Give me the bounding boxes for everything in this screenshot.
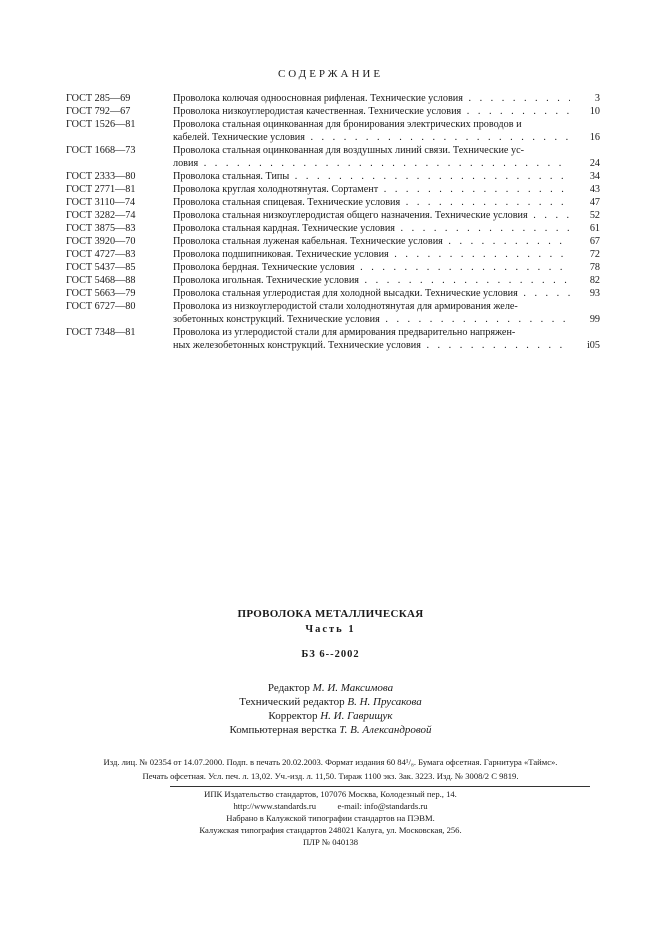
toc-row	[66, 274, 600, 287]
toc-row	[66, 235, 600, 248]
toc-entry-title	[173, 209, 570, 222]
toc-entry-line: Проволока круглая холоднотянутая. Сортамент . . .	[173, 183, 570, 196]
toc-page-number: 10	[589, 106, 600, 117]
toc-page-number: 72	[589, 249, 600, 260]
toc-entry-title	[173, 196, 570, 209]
publication-part: Часть 1	[305, 624, 356, 635]
toc-entry-line: Проволока стальная низкоуглеродистая общего назначения. Технические условия . . .	[173, 209, 570, 222]
toc-entry-line: Проволока игольная. Технические условия . . .	[173, 274, 570, 287]
credit-tech-editor: Технический редактор В. Н. Прусакова	[239, 696, 422, 708]
press-line-2: http://www.standards.ru e-mail: info@standards.ru	[233, 801, 428, 811]
toc-entry-line: Проволока стальная спицевая. Технические условия . . .	[173, 196, 570, 209]
toc-row	[66, 300, 600, 326]
credit-corrector: Корректор Н. И. Гаврищук	[268, 710, 393, 722]
toc-gost-number: ГОСТ 4727—83	[66, 249, 136, 260]
toc-page-number: 67	[589, 236, 600, 247]
toc-page-number: i05	[586, 340, 600, 351]
toc-page-number: 3	[594, 93, 600, 104]
toc-page-number: 82	[589, 275, 600, 286]
toc-row	[66, 326, 600, 352]
press-line-5: ПЛР № 040138	[302, 837, 359, 847]
toc-gost-number: ГОСТ 5663—79	[66, 288, 136, 299]
press-block	[0, 788, 661, 848]
toc-row	[66, 196, 600, 209]
toc-page-number: 24	[589, 158, 600, 169]
toc-row	[66, 209, 600, 222]
toc-entry-line: ных железобетонных конструкций. Технические условия . . .	[173, 339, 570, 352]
toc-entry-title	[173, 300, 570, 326]
toc-gost-number: ГОСТ 7348—81	[66, 327, 136, 338]
toc-page-number: 52	[589, 210, 600, 221]
toc-entry-line: зобетонных конструкций. Технические условия . . .	[173, 313, 570, 326]
toc-entry-line: Проволока стальная кардная. Технические условия . . .	[173, 222, 570, 235]
toc-page-number: 99	[589, 314, 600, 325]
toc-entry-title	[173, 274, 570, 287]
toc-row	[66, 183, 600, 196]
toc-gost-number: ГОСТ 3875—83	[66, 223, 136, 234]
toc-gost-number: ГОСТ 2333—80	[66, 171, 136, 182]
toc-entry-line: Проволока стальная луженая кабельная. Технические условия . . .	[173, 235, 570, 248]
toc-gost-number: ГОСТ 2771—81	[66, 184, 136, 195]
imprint-block	[0, 755, 661, 783]
toc-gost-number: ГОСТ 792—67	[66, 106, 131, 117]
toc-entry-title	[173, 287, 570, 300]
toc-entry-line: Проволока подшипниковая. Технические условия . . .	[173, 248, 570, 261]
publication-bz: БЗ 6--2002	[301, 649, 360, 660]
toc-entry-line: Проволока колючая одноосновная рифленая. Технические условия . . .	[173, 92, 570, 105]
toc-entry-title	[173, 261, 570, 274]
toc-page-number: 47	[589, 197, 600, 208]
toc-entry-line: Проволока из низкоуглеродистой стали холоднотянутая для армирования желе-	[173, 301, 518, 312]
credit-layout: Компьютерная верстка Т. В. Александровой	[229, 724, 432, 736]
toc-gost-number: ГОСТ 1668—73	[66, 145, 136, 156]
toc-row	[66, 118, 600, 144]
toc-entry-line: Проволока бердная. Технические условия . . .	[173, 261, 570, 274]
toc-gost-number: ГОСТ 3920—70	[66, 236, 136, 247]
toc-entry-title	[173, 105, 570, 118]
toc-gost-number: ГОСТ 285—69	[66, 93, 131, 104]
toc-row	[66, 287, 600, 300]
toc-entry-line: Проволока стальная оцинкованная для воздушных линий связи. Технические ус-	[173, 145, 525, 156]
toc-page-number: 61	[589, 223, 600, 234]
toc-page-number: 78	[589, 262, 600, 273]
toc-page-number: 34	[589, 171, 600, 182]
credits-block	[0, 681, 661, 737]
toc-entry-title	[173, 235, 570, 248]
toc-entry-line: Проволока стальная оцинкованная для бронирования электрических проводов и	[173, 119, 522, 130]
toc-row	[66, 92, 600, 105]
toc-entry-title	[173, 170, 570, 183]
toc-entry-line: Проволока из углеродистой стали для армирования предварительно напряжен-	[173, 327, 516, 338]
publication-title: ПРОВОЛОКА МЕТАЛЛИЧЕСКАЯ	[237, 608, 424, 620]
toc-entry-title	[173, 222, 570, 235]
toc-row	[66, 261, 600, 274]
toc-row	[66, 105, 600, 118]
toc-entry-title	[173, 248, 570, 261]
imprint-line-2: Печать офсетная. Усл. печ. л. 13,02. Уч.-изд. л. 11,50. Тираж 1100 экз. Зак. 3223. Изд. № 3008/2 С 9819.	[142, 771, 519, 781]
toc-entry-title	[173, 326, 570, 352]
publication-block	[0, 608, 661, 660]
toc-page-number: 43	[589, 184, 600, 195]
toc-gost-number: ГОСТ 5437—85	[66, 262, 136, 273]
toc-page-number: 93	[589, 288, 600, 299]
table-of-contents	[66, 92, 600, 352]
divider-rule	[170, 786, 590, 787]
toc-gost-number: ГОСТ 3282—74	[66, 210, 136, 221]
toc-entry-title	[173, 183, 570, 196]
toc-entry-line: кабелей. Технические условия . . .	[173, 131, 570, 144]
imprint-line-1: Изд. лиц. № 02354 от 14.07.2000. Подп. в печать 20.02.2003. Формат издания 60 84¹/₈. Бумага офсетная. Гарнитура «Таймс».	[103, 757, 558, 767]
toc-gost-number: ГОСТ 6727—80	[66, 301, 136, 312]
toc-row	[66, 170, 600, 183]
toc-gost-number: ГОСТ 5468—88	[66, 275, 136, 286]
toc-row	[66, 248, 600, 261]
toc-entry-line: Проволока стальная углеродистая для холодной высадки. Технические условия . . .	[173, 287, 570, 300]
toc-entry-title	[173, 92, 570, 105]
toc-gost-number: ГОСТ 3110—74	[66, 197, 136, 208]
toc-entry-line: Проволока стальная. Типы . . .	[173, 170, 570, 183]
toc-row	[66, 144, 600, 170]
press-line-1: ИПК Издательство стандартов, 107076 Москва, Колодезный пер., 14.	[204, 789, 457, 799]
toc-entry-title	[173, 144, 570, 170]
toc-row	[66, 222, 600, 235]
toc-page-number: 16	[589, 132, 600, 143]
contents-heading: СОДЕРЖАНИЕ	[277, 68, 384, 80]
toc-entry-line: ловия . . .	[173, 157, 570, 170]
credit-editor: Редактор М. И. Максимова	[267, 682, 394, 694]
toc-gost-number: ГОСТ 1526—81	[66, 119, 136, 130]
press-line-4: Калужская типография стандартов 248021 Калуга, ул. Московская, 256.	[199, 825, 462, 835]
toc-entry-title	[173, 118, 570, 144]
press-line-3: Набрано в Калужской типографии стандартов на ПЭВМ.	[226, 813, 435, 823]
toc-entry-line: Проволока низкоуглеродистая качественная. Технические условия . . .	[173, 105, 570, 118]
